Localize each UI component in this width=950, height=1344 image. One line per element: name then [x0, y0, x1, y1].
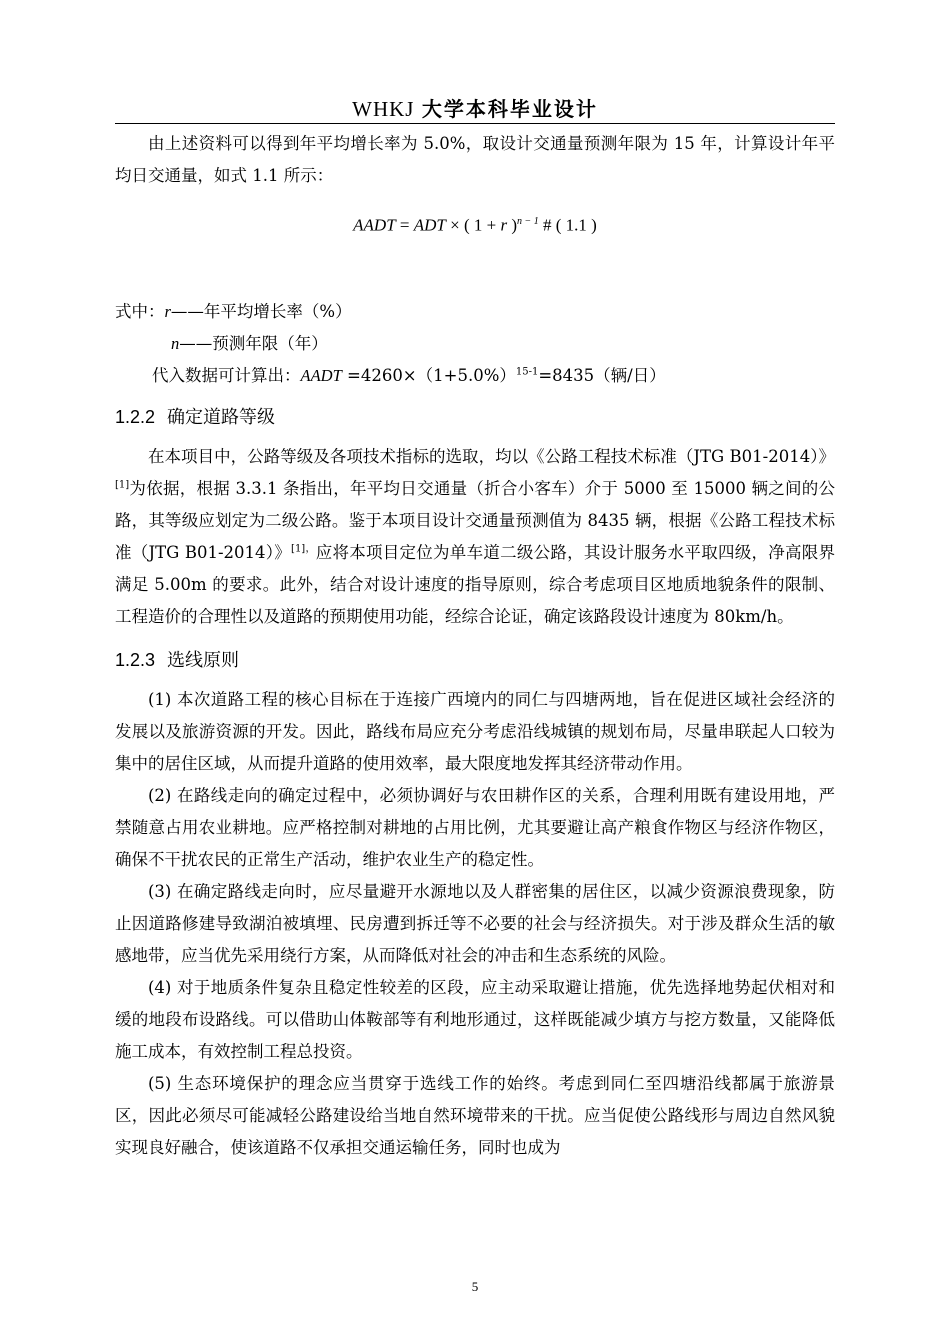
section-number: 1.2.2	[115, 406, 156, 427]
where-r-line	[115, 296, 835, 328]
principle-item-3: (3) 在确定路线走向时，应尽量避开水源地以及人群密集的居住区，以减少资源浪费现象，防止因道路修建导致湖泊被填埋、民房遭到拆迁等不必要的社会与经济损失。对于涉及群众生活的敏感地带，应当优先采用绕行方案，从而降低对社会的冲击和生态系统的风险。	[115, 881, 835, 965]
formula-lhs: AADT	[353, 215, 396, 235]
calc-line	[115, 360, 835, 392]
principle-item-5: (5) 生态环境保护的理念应当贯穿于选线工作的始终。考虑到同仁至四塘沿线都属于旅游景区，因此必须尽可能减轻公路建设给当地自然环境带来的干扰。应当促使公路线形与周边自然风貌实现良好融合，使该道路不仅承担交通运输任务，同时也成为	[115, 1073, 835, 1157]
formula-base: ( 1 +	[463, 215, 501, 235]
formula-1-1	[115, 206, 835, 242]
header-divider	[115, 123, 835, 124]
header-brand: WHKJ	[352, 97, 415, 121]
section-title: 选线原则	[167, 649, 240, 671]
citation-ref: [1]，	[291, 543, 316, 555]
formula-close: )	[507, 215, 518, 235]
formula-exponent: n − 1	[517, 216, 539, 227]
where-prefix: 式中：	[115, 301, 165, 321]
document-body	[115, 128, 835, 1164]
calc-main: =4260×（1+5.0%）	[341, 365, 516, 385]
header-subtitle: 大学本科毕业设计	[421, 97, 598, 121]
formula-rhs: ADT	[413, 215, 446, 235]
section-heading-1-2-3	[115, 641, 835, 680]
where-r-var: r	[164, 301, 171, 321]
road-grade-text-a: 在本项目中，公路等级及各项技术指标的选取，均以《公路工程技术标准（JTG B01-2014）》	[148, 446, 835, 466]
calc-exponent: 15-1	[515, 366, 539, 378]
road-grade-text-c: 应将本项目定位为单车道二级公路，其设计服务水平取四级，净高限界满足 5.00m 的要求。此外，结合对设计速度的指导原则，综合考虑项目区地质地貌条件的限制、工程造价的合理性以及道路的预期使用功能，经综合论证，确定该路段设计速度为 80km/h。	[115, 542, 836, 626]
calc-result: =8435（辆/日）	[538, 365, 666, 385]
section-heading-1-2-2	[115, 398, 835, 437]
principle-item-2: (2) 在路线走向的确定过程中，必须协调好与农田耕作区的关系，合理利用既有建设用地，严禁随意占用农业耕地。应严格控制对耕地的占用比例，尤其要避让高产粮食作物区与经济作物区，确保不干扰农民的正常生产活动，维护农业生产的稳定性。	[115, 785, 835, 869]
calc-var: AADT	[300, 365, 342, 385]
section-title: 确定道路等级	[167, 406, 276, 428]
road-grade-text-b: 为依据，根据 3.3.1 条指出，年平均日交通量（折合小客车）介于 5000 至 15000 辆之间的公路，其等级应划定为二级公路。鉴于本项目设计交通量预测值为 8435 辆，根据《公路工程技术标准（JTG B01-2014）》	[115, 478, 835, 562]
calc-prefix: 代入数据可计算出：	[152, 365, 301, 385]
formula-tail: # ( 1.1 )	[538, 215, 597, 235]
formula-times: ×	[445, 215, 464, 235]
where-n-var: n	[171, 333, 180, 353]
where-n-desc: ——预测年限（年）	[179, 333, 328, 353]
formula-r: r	[500, 215, 508, 235]
section-number: 1.2.3	[115, 649, 156, 670]
where-r-desc: ——年平均增长率（%）	[170, 301, 352, 321]
formula-eq: =	[395, 215, 414, 235]
citation-ref: [1]	[115, 479, 130, 491]
principle-item-4: (4) 对于地质条件复杂且稳定性较差的区段，应主动采取避让措施，优先选择地势起伏相对和缓的地段布设路线。可以借助山体鞍部等有利地形通过，这样既能减少填方与挖方数量，又能降低施工成本，有效控制工程总投资。	[115, 977, 835, 1061]
intro-paragraph: 由上述资料可以得到年平均增长率为 5.0%，取设计交通量预测年限为 15 年，计算设计年平均日交通量，如式 1.1 所示：	[115, 134, 835, 185]
principle-item-1: (1) 本次道路工程的核心目标在于连接广西境内的同仁与四塘两地，旨在促进区域社会经济的发展以及旅游资源的开发。因此，路线布局应充分考虑沿线城镇的规划布局，尽量串联起人口较为集中的居住区域，从而提升道路的使用效率，最大限度地发挥其经济带动作用。	[115, 689, 835, 773]
road-grade-paragraph	[115, 441, 835, 633]
page-number: 5	[471, 1279, 479, 1294]
where-n-line	[115, 328, 835, 360]
page-header	[115, 93, 835, 123]
